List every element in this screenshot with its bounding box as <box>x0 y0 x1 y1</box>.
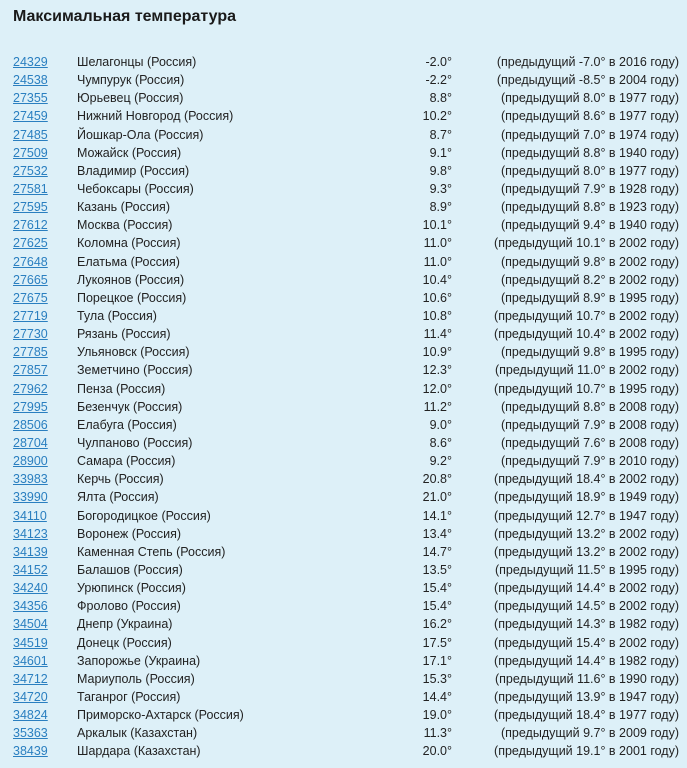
max-temperature: 9.0° <box>429 417 452 432</box>
previous-record: (предыдущий 8.9° в 1995 году) <box>500 290 679 305</box>
station-id-link[interactable]: 27785 <box>13 345 48 360</box>
max-temperature: 12.3° <box>422 363 452 378</box>
station-id-link[interactable]: 34519 <box>13 635 48 650</box>
max-temperature: 20.0° <box>422 744 452 759</box>
station-id-link[interactable]: 27995 <box>13 399 48 414</box>
page-title: Максимальная температура <box>13 8 237 25</box>
station-id-link[interactable]: 27355 <box>13 91 48 106</box>
previous-record: (предыдущий 14.5° в 2002 году) <box>494 599 679 614</box>
previous-record: (предыдущий 13.2° в 2002 году) <box>494 544 679 559</box>
station-id-link[interactable]: 24329 <box>13 55 48 69</box>
previous-record: (предыдущий 15.4° в 2002 году) <box>494 635 679 650</box>
max-temperature: 14.7° <box>422 544 452 559</box>
previous-record: (предыдущий 18.4° в 1977 году) <box>494 708 679 723</box>
station-name: Чебоксары (Россия) <box>77 181 194 196</box>
station-id-link[interactable]: 34110 <box>13 508 47 523</box>
previous-record: (предыдущий 13.9° в 1947 году) <box>494 689 679 704</box>
previous-record: (предыдущий 9.8° в 1995 году) <box>500 345 679 360</box>
previous-record: (предыдущий 8.6° в 1977 году) <box>500 109 679 124</box>
previous-record: (предыдущий 11.5° в 1995 году) <box>494 562 679 577</box>
station-name: Шелагонцы (Россия) <box>77 55 197 69</box>
table-row <box>13 634 685 652</box>
station-id-link[interactable]: 27665 <box>13 272 48 287</box>
table-row <box>13 507 685 525</box>
station-id-link[interactable]: 28704 <box>13 435 48 450</box>
max-temperature: 10.1° <box>422 218 452 233</box>
previous-record: (предыдущий 9.4° в 1940 году) <box>500 218 679 233</box>
previous-record: (предыдущий 18.9° в 1949 году) <box>494 490 679 505</box>
station-id-link[interactable]: 28900 <box>13 454 48 469</box>
station-name: Можайск (Россия) <box>77 145 182 160</box>
previous-record: (предыдущий 14.3° в 1982 году) <box>494 617 679 632</box>
max-temperature: 11.0° <box>423 236 452 251</box>
max-temperature: 14.4° <box>422 689 452 704</box>
max-temperature: 11.4° <box>423 327 452 342</box>
station-name: Юрьевец (Россия) <box>77 91 184 106</box>
station-name: Коломна (Россия) <box>77 236 181 251</box>
previous-record: (предыдущий 14.4° в 2002 году) <box>494 581 679 596</box>
table-row <box>13 543 685 561</box>
station-name: Ялта (Россия) <box>77 490 159 505</box>
previous-record: (предыдущий 10.7° в 2002 году) <box>494 308 679 323</box>
table-row <box>13 416 685 434</box>
station-id-link[interactable]: 27625 <box>13 236 48 251</box>
station-name: Лукоянов (Россия) <box>77 272 185 287</box>
station-id-link[interactable]: 27485 <box>13 127 48 142</box>
table-row <box>13 706 685 724</box>
station-id-link[interactable]: 27612 <box>13 218 48 233</box>
station-id-link[interactable]: 27857 <box>13 363 48 378</box>
table-row <box>13 525 685 543</box>
table-row <box>13 470 685 488</box>
station-name: Шардара (Казахстан) <box>77 744 201 759</box>
max-temperature: 11.0° <box>423 254 452 269</box>
previous-record: (предыдущий 14.4° в 1982 году) <box>494 653 679 668</box>
station-name: Каменная Степь (Россия) <box>77 544 226 559</box>
station-id-link[interactable]: 24538 <box>13 73 48 88</box>
station-name: Елабуга (Россия) <box>77 417 177 432</box>
station-id-link[interactable]: 27730 <box>13 327 48 342</box>
station-name: Владимир (Россия) <box>77 163 190 178</box>
station-id-link[interactable]: 34123 <box>13 526 48 541</box>
previous-record: (предыдущий 12.7° в 1947 году) <box>494 508 679 523</box>
station-id-link[interactable]: 35363 <box>13 726 48 741</box>
max-temperature: 9.1° <box>429 145 452 160</box>
table-row <box>13 198 685 216</box>
max-temperature: 9.8° <box>429 163 452 178</box>
max-temperature: 16.2° <box>422 617 452 632</box>
station-id-link[interactable]: 33983 <box>13 472 48 487</box>
max-temperature: 14.1° <box>422 508 452 523</box>
station-id-link[interactable]: 27532 <box>13 163 48 178</box>
previous-record: (предыдущий -8.5° в 2004 году) <box>496 73 679 88</box>
table-row <box>13 488 685 506</box>
station-name: Приморско-Ахтарск (Россия) <box>77 708 244 723</box>
previous-record: (предыдущий 13.2° в 2002 году) <box>494 526 679 541</box>
station-id-link[interactable]: 27459 <box>13 109 48 124</box>
station-id-link[interactable]: 34720 <box>13 689 48 704</box>
station-id-link[interactable]: 27719 <box>13 308 48 323</box>
max-temperature: 15.4° <box>422 599 452 614</box>
previous-record: (предыдущий -7.0° в 2016 году) <box>496 55 679 69</box>
station-name: Фролово (Россия) <box>77 599 181 614</box>
station-name: Чулпаново (Россия) <box>77 435 193 450</box>
station-name: Воронеж (Россия) <box>77 526 182 541</box>
station-id-link[interactable]: 34504 <box>13 617 48 632</box>
max-temperature: 10.8° <box>422 308 452 323</box>
max-temperature: 8.7° <box>429 127 452 142</box>
max-temperature: 15.4° <box>422 581 452 596</box>
max-temperature: 10.4° <box>422 272 452 287</box>
table-row <box>13 126 685 144</box>
station-name: Донецк (Россия) <box>77 635 172 650</box>
max-temperature: 13.5° <box>422 562 452 577</box>
station-name: Тула (Россия) <box>77 308 157 323</box>
station-id-link[interactable]: 27581 <box>13 181 48 196</box>
station-name: Елатьма (Россия) <box>77 254 180 269</box>
max-temperature: 17.1° <box>422 653 452 668</box>
previous-record: (предыдущий 18.4° в 2002 году) <box>494 472 679 487</box>
max-temperature: 9.3° <box>429 181 452 196</box>
previous-record: (предыдущий 7.9° в 2010 году) <box>500 454 679 469</box>
max-temperature: 19.0° <box>422 708 452 723</box>
station-name: Запорожье (Украина) <box>77 653 201 668</box>
previous-record: (предыдущий 10.1° в 2002 году) <box>494 236 679 251</box>
previous-record: (предыдущий 7.9° в 1928 году) <box>500 181 679 196</box>
station-id-link[interactable]: 27595 <box>13 200 48 215</box>
table-row <box>13 180 685 198</box>
table-row <box>13 361 685 379</box>
previous-record: (предыдущий 8.8° в 1923 году) <box>500 200 679 215</box>
station-name: Безенчук (Россия) <box>77 399 183 414</box>
table-row <box>13 53 685 71</box>
table-row <box>13 688 685 706</box>
previous-record: (предыдущий 11.0° в 2002 году) <box>494 363 679 378</box>
table-row <box>13 561 685 579</box>
table-row <box>13 343 685 361</box>
table-row <box>13 307 685 325</box>
station-name: Богородицкое (Россия) <box>77 508 211 523</box>
max-temperature: 13.4° <box>422 526 452 541</box>
previous-record: (предыдущий 8.0° в 1977 году) <box>500 163 679 178</box>
previous-record: (предыдущий 7.9° в 2008 году) <box>500 417 679 432</box>
max-temperature: 8.9° <box>429 200 452 215</box>
table-row <box>13 107 685 125</box>
max-temperature: 8.6° <box>429 435 452 450</box>
station-id-link[interactable]: 34139 <box>13 544 48 559</box>
station-name: Земетчино (Россия) <box>77 363 193 378</box>
max-temperature: 20.8° <box>422 472 452 487</box>
station-id-link[interactable]: 34152 <box>13 562 48 577</box>
station-id-link[interactable]: 38439 <box>13 744 48 759</box>
max-temperature: -2.2° <box>425 73 452 88</box>
station-name: Казань (Россия) <box>77 200 170 215</box>
max-temperature: 15.3° <box>422 671 452 686</box>
station-id-link[interactable]: 27962 <box>13 381 48 396</box>
station-name: Ульяновск (Россия) <box>77 345 190 360</box>
table-row <box>13 398 685 416</box>
max-temperature: 8.8° <box>429 91 452 106</box>
table-row <box>13 71 685 89</box>
previous-record: (предыдущий 7.6° в 2008 году) <box>500 435 679 450</box>
table-row <box>13 724 685 742</box>
station-name: Самара (Россия) <box>77 454 176 469</box>
table-row <box>13 615 685 633</box>
station-name: Керчь (Россия) <box>77 472 164 487</box>
station-name: Урюпинск (Россия) <box>77 581 186 596</box>
station-id-link[interactable]: 27509 <box>13 145 48 160</box>
max-temperature: -2.0° <box>425 55 452 69</box>
station-id-link[interactable]: 27675 <box>13 290 48 305</box>
max-temperature: 12.0° <box>422 381 452 396</box>
previous-record: (предыдущий 9.7° в 2009 году) <box>500 726 679 741</box>
previous-record: (предыдущий 8.8° в 2008 году) <box>500 399 679 414</box>
station-id-link[interactable]: 34824 <box>13 708 48 723</box>
station-name: Пенза (Россия) <box>77 381 166 396</box>
table-row <box>13 652 685 670</box>
previous-record: (предыдущий 8.0° в 1977 году) <box>500 91 679 106</box>
temperature-records-table <box>13 53 685 760</box>
max-temperature: 17.5° <box>422 635 452 650</box>
table-row <box>13 216 685 234</box>
station-id-link[interactable]: 34356 <box>13 599 48 614</box>
station-id-link[interactable]: 27648 <box>13 254 48 269</box>
previous-record: (предыдущий 8.2° в 2002 году) <box>500 272 679 287</box>
station-name: Балашов (Россия) <box>77 562 183 577</box>
station-name: Мариуполь (Россия) <box>77 671 195 686</box>
table-row <box>13 271 685 289</box>
table-row <box>13 597 685 615</box>
previous-record: (предыдущий 10.4° в 2002 году) <box>494 327 679 342</box>
table-row <box>13 253 685 271</box>
table-row <box>13 162 685 180</box>
table-row <box>13 325 685 343</box>
previous-record: (предыдущий 9.8° в 2002 году) <box>500 254 679 269</box>
table-row <box>13 144 685 162</box>
max-temperature: 21.0° <box>422 490 452 505</box>
station-name: Йошкар-Ола (Россия) <box>77 127 204 142</box>
previous-record: (предыдущий 10.7° в 1995 году) <box>494 381 679 396</box>
table-row <box>13 742 685 760</box>
previous-record: (предыдущий 8.8° в 1940 году) <box>500 145 679 160</box>
station-name: Чумпурук (Россия) <box>77 73 185 88</box>
previous-record: (предыдущий 7.0° в 1974 году) <box>500 127 679 142</box>
station-id-link[interactable]: 34240 <box>13 581 48 596</box>
max-temperature: 10.2° <box>422 109 452 124</box>
station-name: Аркалык (Казахстан) <box>77 726 198 741</box>
previous-record: (предыдущий 11.6° в 1990 году) <box>494 671 679 686</box>
station-name: Нижний Новгород (Россия) <box>77 109 234 124</box>
table-row <box>13 670 685 688</box>
max-temperature: 9.2° <box>429 454 452 469</box>
max-temperature: 10.6° <box>422 290 452 305</box>
station-id-link[interactable]: 34712 <box>13 671 48 686</box>
table-row <box>13 452 685 470</box>
max-temperature: 11.2° <box>423 399 452 414</box>
previous-record: (предыдущий 19.1° в 2001 году) <box>494 744 679 759</box>
max-temperature: 11.3° <box>423 726 452 741</box>
table-row <box>13 89 685 107</box>
station-name: Днепр (Украина) <box>77 617 173 632</box>
table-row <box>13 434 685 452</box>
station-id-link[interactable]: 34601 <box>13 653 48 668</box>
table-row <box>13 234 685 252</box>
table-row <box>13 289 685 307</box>
table-row <box>13 579 685 597</box>
station-name: Москва (Россия) <box>77 218 173 233</box>
station-id-link[interactable]: 33990 <box>13 490 48 505</box>
table-row <box>13 380 685 398</box>
station-name: Таганрог (Россия) <box>77 689 181 704</box>
max-temperature: 10.9° <box>422 345 452 360</box>
station-name: Рязань (Россия) <box>77 327 171 342</box>
station-id-link[interactable]: 28506 <box>13 417 48 432</box>
station-name: Порецкое (Россия) <box>77 290 187 305</box>
